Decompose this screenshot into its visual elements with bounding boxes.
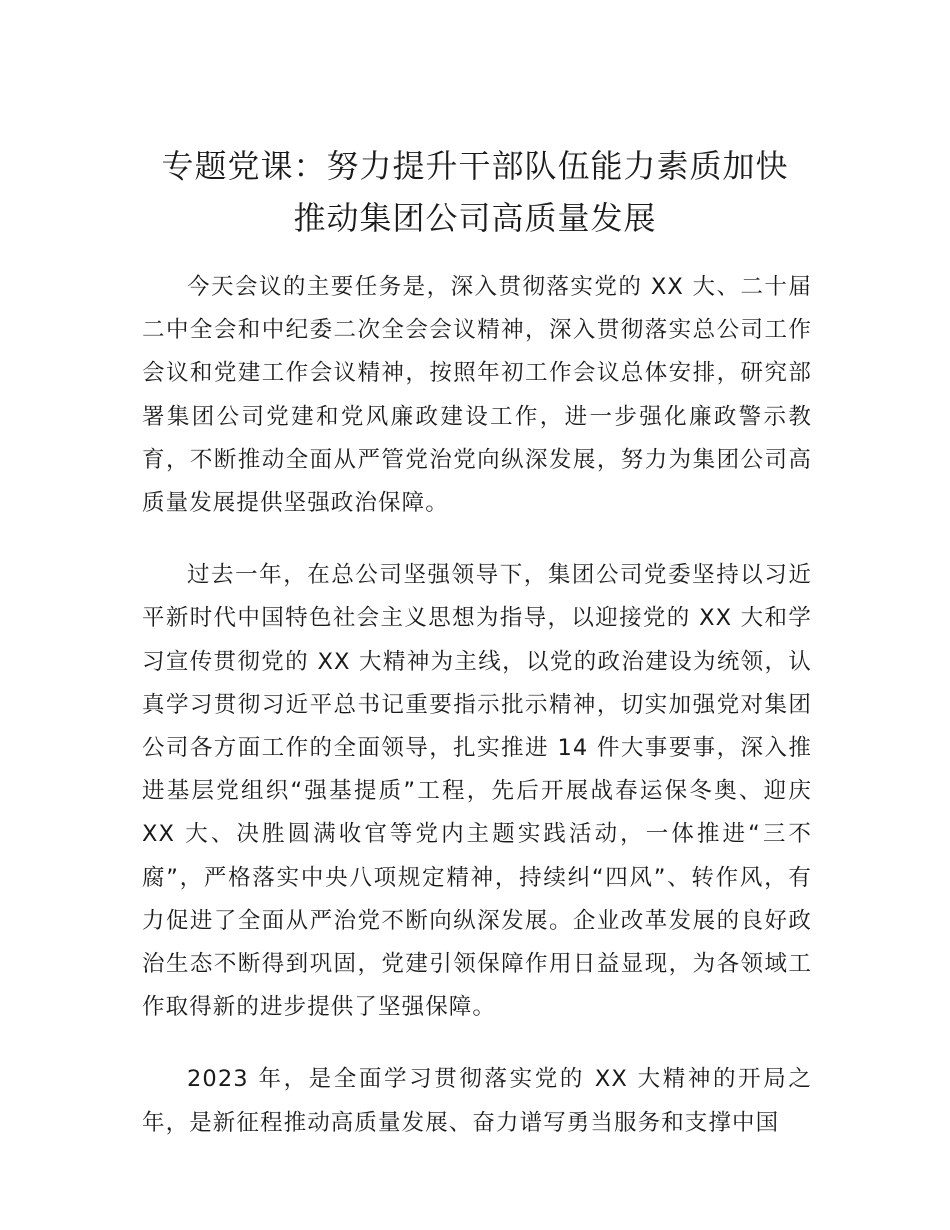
document-title — [130, 140, 820, 244]
paragraph-3: 2023 年，是全面学习贯彻落实党的 XX 大精神的开局之年，是新征程推动高质量发展、奋力谱写勇当服务和支撑中国 — [142, 1066, 812, 1136]
paragraph-1: 今天会议的主要任务是，深入贯彻落实党的 XX 大、二十届二中全会和中纪委二次全会会议精神，深入贯彻落实总公司工作会议和党建工作会议精神，按照年初工作会议总体安排，研究部署集团公司党建和党风廉政建设工作，进一步强化廉政警示教育，不断推动全面从严管党治党向纵深发展，努力为集团公司高质量发展提供坚强政治保障。 — [142, 274, 812, 517]
document-body — [142, 266, 812, 1174]
title-line-1: 专题党课：努力提升干部队伍能力素质加快 — [161, 147, 789, 185]
paragraph-2: 过去一年，在总公司坚强领导下，集团公司党委坚持以习近平新时代中国特色社会主义思想为指导，以迎接党的 XX 大和学习宣传贯彻党的 XX 大精神为主线，以党的政治建设为统领，认真学习贯彻习近平总书记重要指示批示精神，切实加强党对集团公司各方面工作的全面领导，扎实推进 14 件大事要事，深入推进基层党组织“强基提质”工程，先后开展战春运保冬奥、迎庆 XX 大、决胜圆满收官等党内主题实践活动，一体推进“三不腐”，严格落实中央八项规定精神，持续纠“四风”、转作风，有力促进了全面从严治党不断向纵深发展。企业改革发展的良好政治生态不断得到巩固，党建引领保障作用日益显现，为各领域工作取得新的进步提供了坚强保障。 — [142, 562, 812, 1021]
title-line-2: 推动集团公司高质量发展 — [293, 199, 657, 237]
